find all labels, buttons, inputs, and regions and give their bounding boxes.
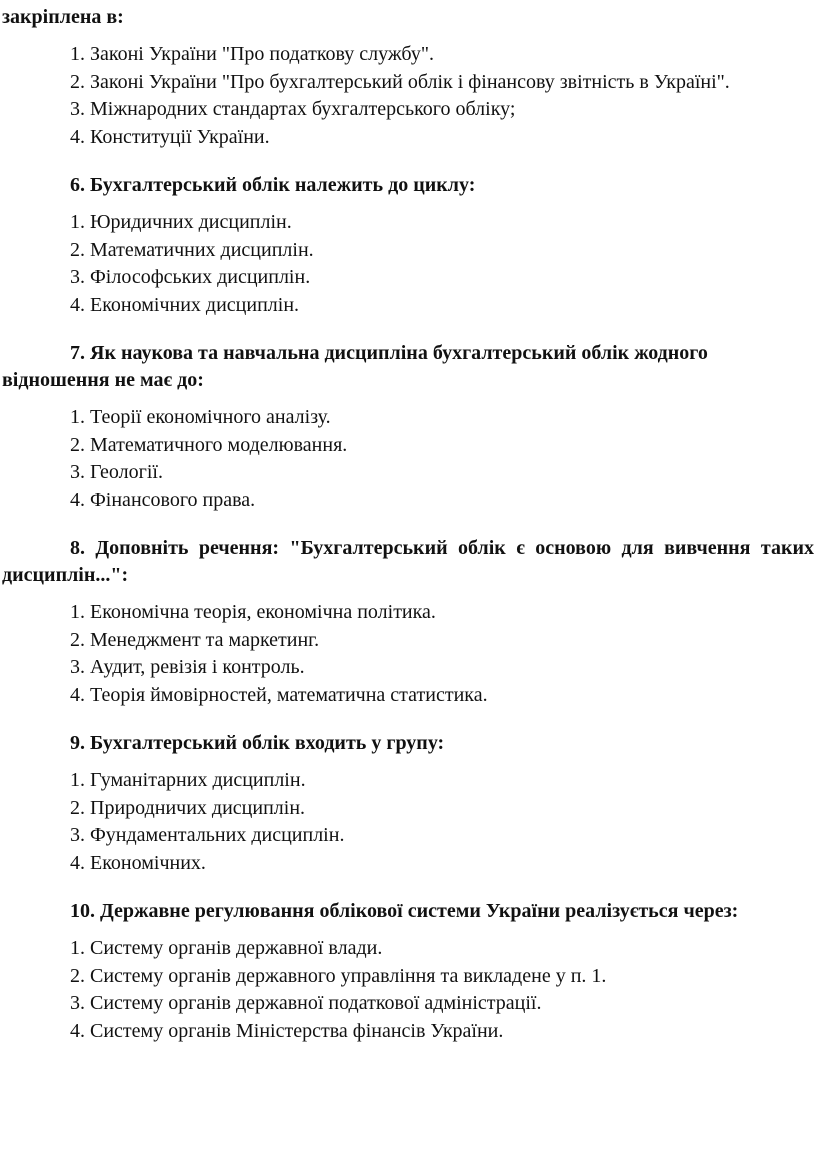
- question-title: 7. Як наукова та навчальна дисципліна бухгалтерський облік жодного відношення не має до:: [2, 342, 708, 391]
- answer-option: 2. Природничих дисциплін.: [70, 796, 306, 819]
- answer-options: [2, 935, 814, 1045]
- answer-option: 1. Систему органів державної влади.: [70, 937, 383, 959]
- answer-option: 4. Фінансового права.: [70, 488, 256, 511]
- question-6: [2, 172, 814, 319]
- answer-option: 3. Міжнародних стандартах бухгалтерського обліку;: [70, 98, 516, 120]
- answer-option: 3. Геології.: [70, 461, 163, 483]
- question-8: [2, 535, 814, 709]
- question-title: закріплена в:: [2, 6, 124, 28]
- question-title: 8. Доповніть речення: "Бухгалтерський облік є основою для вивчення таких дисциплін...":: [2, 537, 814, 586]
- answer-options: [2, 209, 814, 319]
- answer-option: 3. Фундаментальних дисциплін.: [70, 824, 345, 846]
- answer-option: 3. Систему органів державної податкової адміністрації.: [70, 992, 542, 1014]
- answer-option: 1. Економічна теорія, економічна політика.: [70, 601, 436, 623]
- answer-option: 2. Менеджмент та маркетинг.: [70, 628, 320, 651]
- question-title: 6. Бухгалтерський облік належить до циклу:: [70, 174, 476, 196]
- answer-option: 2. Математичних дисциплін.: [70, 238, 314, 261]
- answer-option: 3. Філософських дисциплін.: [70, 266, 311, 288]
- question-9: [2, 730, 814, 877]
- answer-option: 1. Теорії економічного аналізу.: [70, 406, 331, 428]
- answer-option: 1. Юридичних дисциплін.: [70, 211, 292, 233]
- answer-option: 4. Систему органів Міністерства фінансів України.: [70, 1019, 504, 1042]
- answer-option: 3. Аудит, ревізія і контроль.: [70, 656, 305, 678]
- answer-options: [2, 767, 814, 877]
- question-title: 10. Державне регулювання облікової системи України реалізується через:: [70, 900, 739, 922]
- answer-option: 2. Систему органів державного управління та викладене у п. 1.: [70, 964, 607, 987]
- question-10: [2, 898, 814, 1045]
- answer-options: [2, 41, 814, 151]
- answer-option: 2. Математичного моделювання.: [70, 433, 348, 456]
- answer-option: 1. Законі України "Про податкову службу".: [70, 43, 435, 65]
- answer-options: [2, 404, 814, 514]
- question-5-tail: [2, 4, 814, 151]
- answer-option: 4. Економічних дисциплін.: [70, 293, 300, 316]
- answer-option: 2. Законі України "Про бухгалтерський облік і фінансову звітність в Україні".: [70, 70, 730, 93]
- answer-option: 1. Гуманітарних дисциплін.: [70, 769, 306, 791]
- answer-option: 4. Економічних.: [70, 851, 206, 874]
- answer-option: 4. Конституції України.: [70, 125, 270, 148]
- answer-options: [2, 599, 814, 709]
- question-title: 9. Бухгалтерський облік входить у групу:: [70, 732, 445, 754]
- question-7: [2, 340, 814, 514]
- answer-option: 4. Теорія ймовірностей, математична статистика.: [70, 683, 488, 706]
